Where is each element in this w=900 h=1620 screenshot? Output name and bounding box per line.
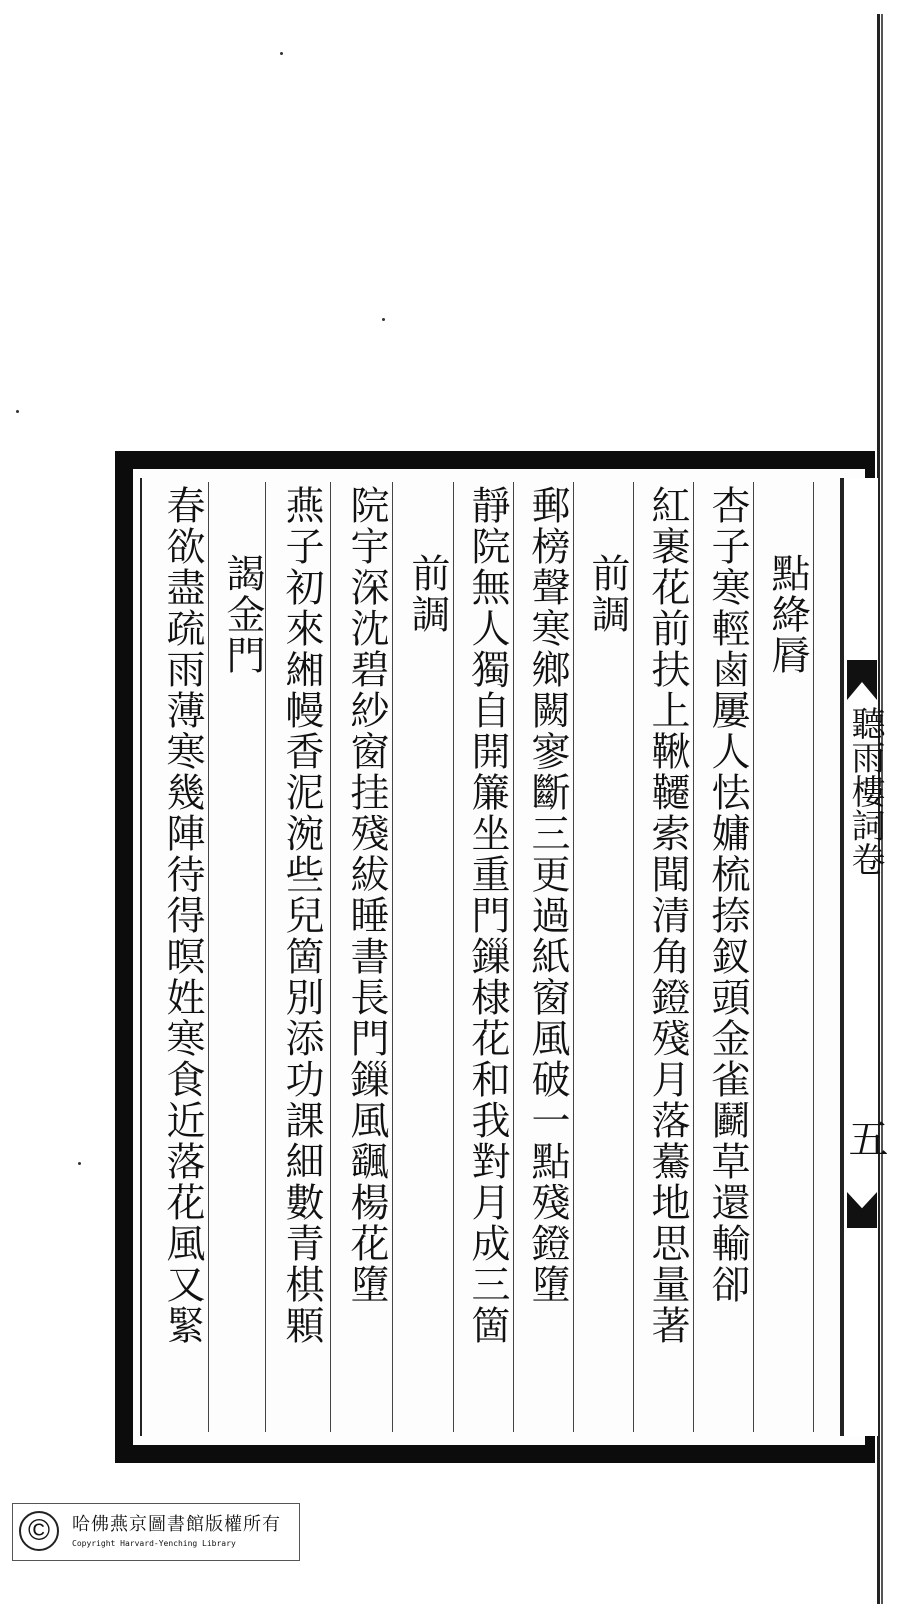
column-rule [693, 482, 694, 1432]
column-1: 杏子寒輕鹵屢人怯嫞梳捺釵頭金雀鬬草還輸卻 [705, 485, 750, 1305]
ink-speck [78, 1162, 81, 1165]
copyright-icon: © [19, 1511, 59, 1551]
column-10: 春欲盡疏雨薄寒幾陣待得暝姓寒食近落花風又緊 [160, 485, 205, 1346]
ink-speck [16, 410, 19, 413]
column-4: 郵榜聲寒鄉闕寥斷三更過紙窗風破一點殘鐙墮 [525, 485, 570, 1305]
column-rule [573, 482, 574, 1432]
column-rule [330, 482, 331, 1432]
column-heading-qiandiao: 前調 [405, 553, 450, 635]
column-rule [633, 482, 634, 1432]
column-rule [392, 482, 393, 1432]
column-rule [813, 482, 814, 1432]
column-7: 院宇深沈碧紗窗挂殘紱睡書長門鏁風颻楊花墮 [344, 485, 389, 1305]
ink-speck [382, 318, 385, 321]
column-rule [208, 482, 209, 1432]
column-2: 紅裹花前扶上鞦韆索聞清角鐙殘月落驀地思量著 [645, 485, 690, 1346]
column-rule [453, 482, 454, 1432]
banxin-page-number: 五 [842, 1118, 888, 1158]
column-heading-yejinmen: 謁金門 [220, 553, 265, 676]
column-5: 靜院無人獨自開簾坐重門鏁棣花和我對月成三箇 [465, 485, 510, 1346]
copyright-english: Copyright Harvard-Yenching Library [72, 1539, 236, 1548]
column-rule [753, 482, 754, 1432]
ink-speck [280, 52, 283, 55]
column-heading-qiandiao: 前調 [585, 553, 630, 635]
banxin-title: 聽雨樓詞卷 [845, 706, 885, 876]
column-heading-dianjiangchun: 點絳脣 [765, 553, 810, 676]
column-8: 燕子初來緗幔香泥涴些兒箇別添功課細數青棋顆 [279, 485, 324, 1346]
banxin-strip [842, 478, 878, 1436]
column-rule [513, 482, 514, 1432]
copyright-chinese: 哈佛燕京圖書館版權所有 [72, 1514, 281, 1535]
